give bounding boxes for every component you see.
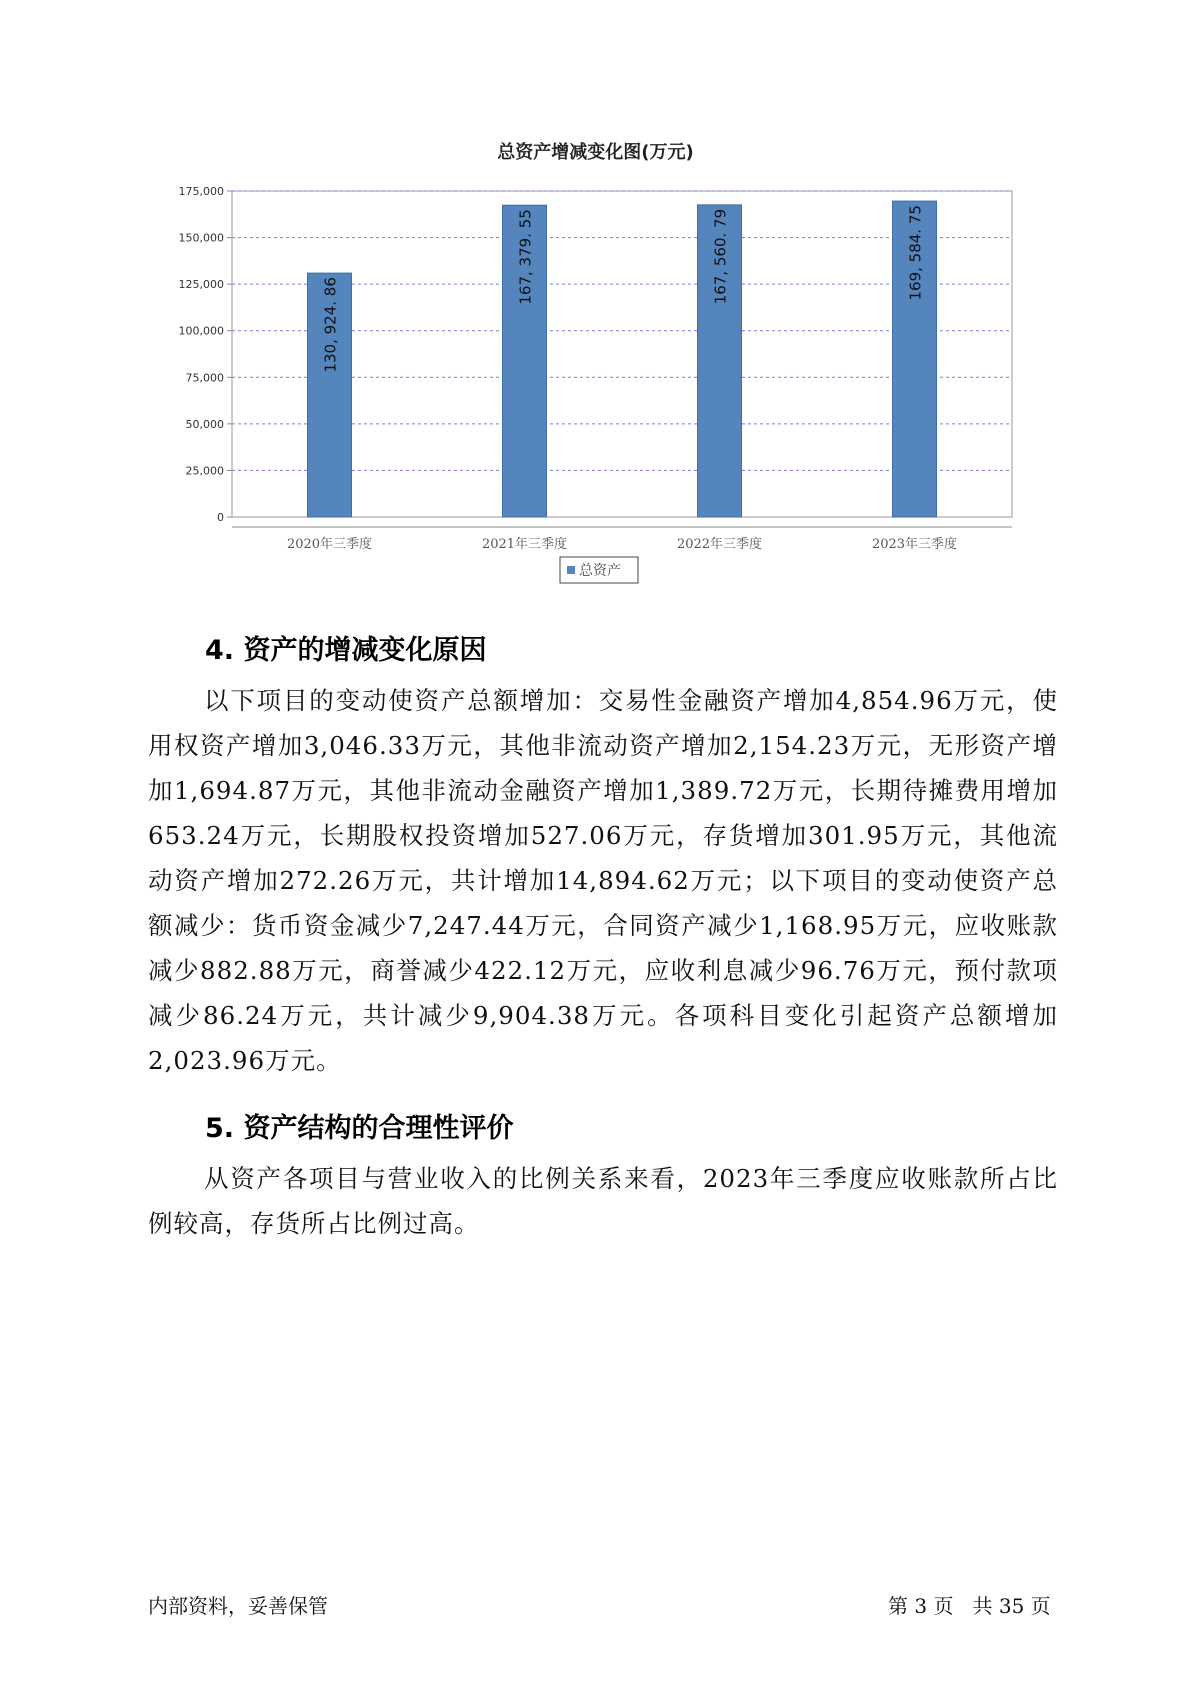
y-tick-label: 125,000: [178, 278, 224, 292]
section-5-body: 从资产各项目与营业收入的比例关系来看，2023年三季度应收账款所占比例较高，存货所占比例过高。: [148, 1164, 1058, 1238]
bar-data-label: 167, 560. 79: [711, 208, 730, 305]
footer-confidential: 内部资料，妥善保管: [148, 1594, 328, 1618]
x-tick-label: 2020年三季度: [286, 537, 373, 552]
bar-data-label: 169, 584. 75: [906, 205, 925, 301]
x-tick-label: 2022年三季度: [676, 537, 763, 552]
y-tick-label: 150,000: [178, 231, 224, 245]
y-tick-label: 75,000: [185, 371, 224, 385]
section-4-body: 以下项目的变动使资产总额增加：交易性金融资产增加4,854.96万元，使用权资产增加3,046.33万元，其他非流动资产增加2,154.23万元，无形资产增加1,694.87万元，其他非流动金融资产增加1,389.72万元，长期待摊费用增加653.24万元，长期股权投资增加527.06万元，存货增加301.95万元，其他流动资产增加272.26万元，共计增加14,894.62万元；以下项目的变动使资产总额减少：货币资金减少7,247.44万元，合同资产减少1,168.95万元，应收账款减少882.88万元，商誉减少422.12万元，应收利息减少96.76万元，预付款项减少86.24万元，共计减少9,904.38万元。各项科目变化引起资产总额增加2,023.96万元。: [148, 686, 1058, 1075]
section-4-heading: 4. 资产的增减变化原因: [205, 635, 487, 666]
section-5-heading: 5. 资产结构的合理性评价: [205, 1113, 514, 1144]
y-tick-label: 0: [217, 511, 224, 524]
y-tick-label: 100,000: [178, 324, 224, 338]
y-tick-label: 50,000: [185, 417, 224, 431]
bar-data-label: 130, 924. 86: [321, 277, 340, 373]
y-tick-label: 175,000: [178, 185, 224, 198]
chart-title: 总资产增减变化图(万元): [497, 142, 694, 163]
x-tick-label: 2023年三季度: [871, 537, 958, 552]
bar-data-label: 167, 379. 55: [516, 209, 535, 305]
legend-swatch: [567, 566, 575, 574]
asset-bar-chart: [0, 0, 1191, 600]
legend-label: 总资产: [579, 563, 621, 579]
footer-page-number: 第 3 页 共 35 页: [888, 1594, 1051, 1618]
x-tick-label: 2021年三季度: [481, 537, 568, 552]
y-tick-label: 25,000: [185, 464, 224, 478]
